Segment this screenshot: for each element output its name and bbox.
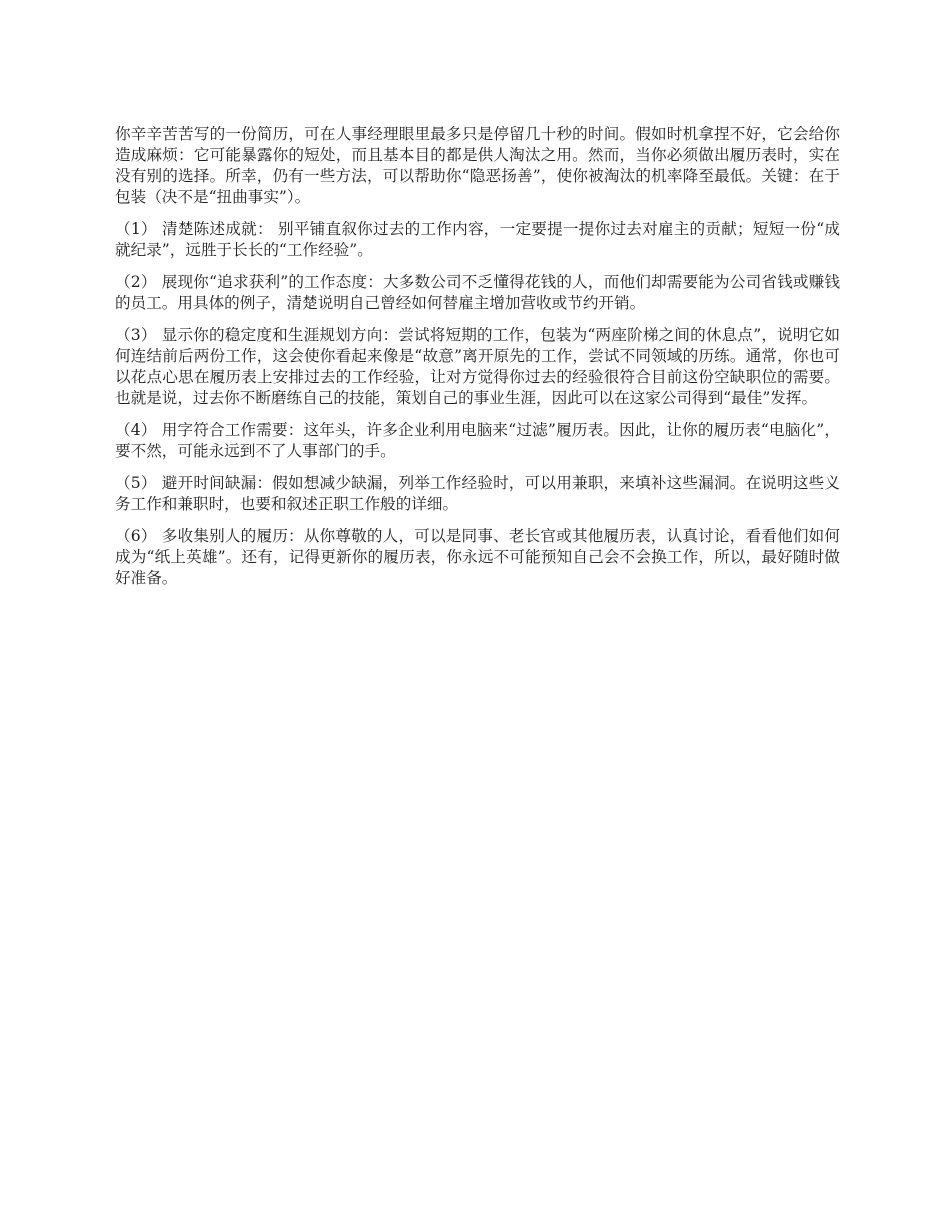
tip-paragraph-6: （6） 多收集别人的履历：从你尊敬的人，可以是同事、老长官或其他履历表，认真讨论，看看他们如何成为“纸上英雄”。还有，记得更新你的履历表，你永远不可能预知自己会不会换工作，所以，最好随时做好准备。 xyxy=(115,527,840,587)
intro-paragraph: 你辛辛苦苦写的一份简历，可在人事经理眼里最多只是停留几十秒的时间。假如时机拿捏不好，它会给你造成麻烦：它可能暴露你的短处，而且基本目的都是供人淘汰之用。然而，当你必须做出履历表时，实在没有别的选择。所幸，仍有一些方法，可以帮助你“隐恶扬善”，使你被淘汰的机率降至最低。关键：在于包装（决不是“扭曲事实”）。 xyxy=(115,125,840,206)
tip-paragraph-3: （3） 显示你的稳定度和生涯规划方向：尝试将短期的工作，包装为“两座阶梯之间的休息点”，说明它如何连结前后两份工作，这会使你看起来像是“故意”离开原先的工作，尝试不同领域的历练。通常，你也可以花点心思在履历表上安排过去的工作经验，让对方觉得你过去的经验很符合目前这份空缺职位的需要。也就是说，过去你不断磨练自己的技能，策划自己的事业生涯，因此可以在这家公司得到“最佳”发挥。 xyxy=(115,326,840,407)
document-body xyxy=(115,124,840,600)
tip-paragraph-1: （1） 清楚陈述成就： 别平铺直叙你过去的工作内容，一定要提一提你过去对雇主的贡献；短短一份“成就纪录”，远胜于长长的“工作经验”。 xyxy=(115,220,840,259)
tip-paragraph-5: （5） 避开时间缺漏：假如想减少缺漏，列举工作经验时，可以用兼职，来填补这些漏洞。在说明这些义务工作和兼职时，也要和叙述正职工作般的详细。 xyxy=(115,474,840,513)
tip-paragraph-2: （2） 展现你“追求获利”的工作态度：大多数公司不乏懂得花钱的人，而他们却需要能为公司省钱或赚钱的员工。用具体的例子，清楚说明自己曾经如何替雇主增加营收或节约开销。 xyxy=(115,273,840,312)
tip-paragraph-4: （4） 用字符合工作需要：这年头，许多企业利用电脑来“过滤”履历表。因此，让你的履历表“电脑化”，要不然，可能永远到不了人事部门的手。 xyxy=(115,421,840,460)
